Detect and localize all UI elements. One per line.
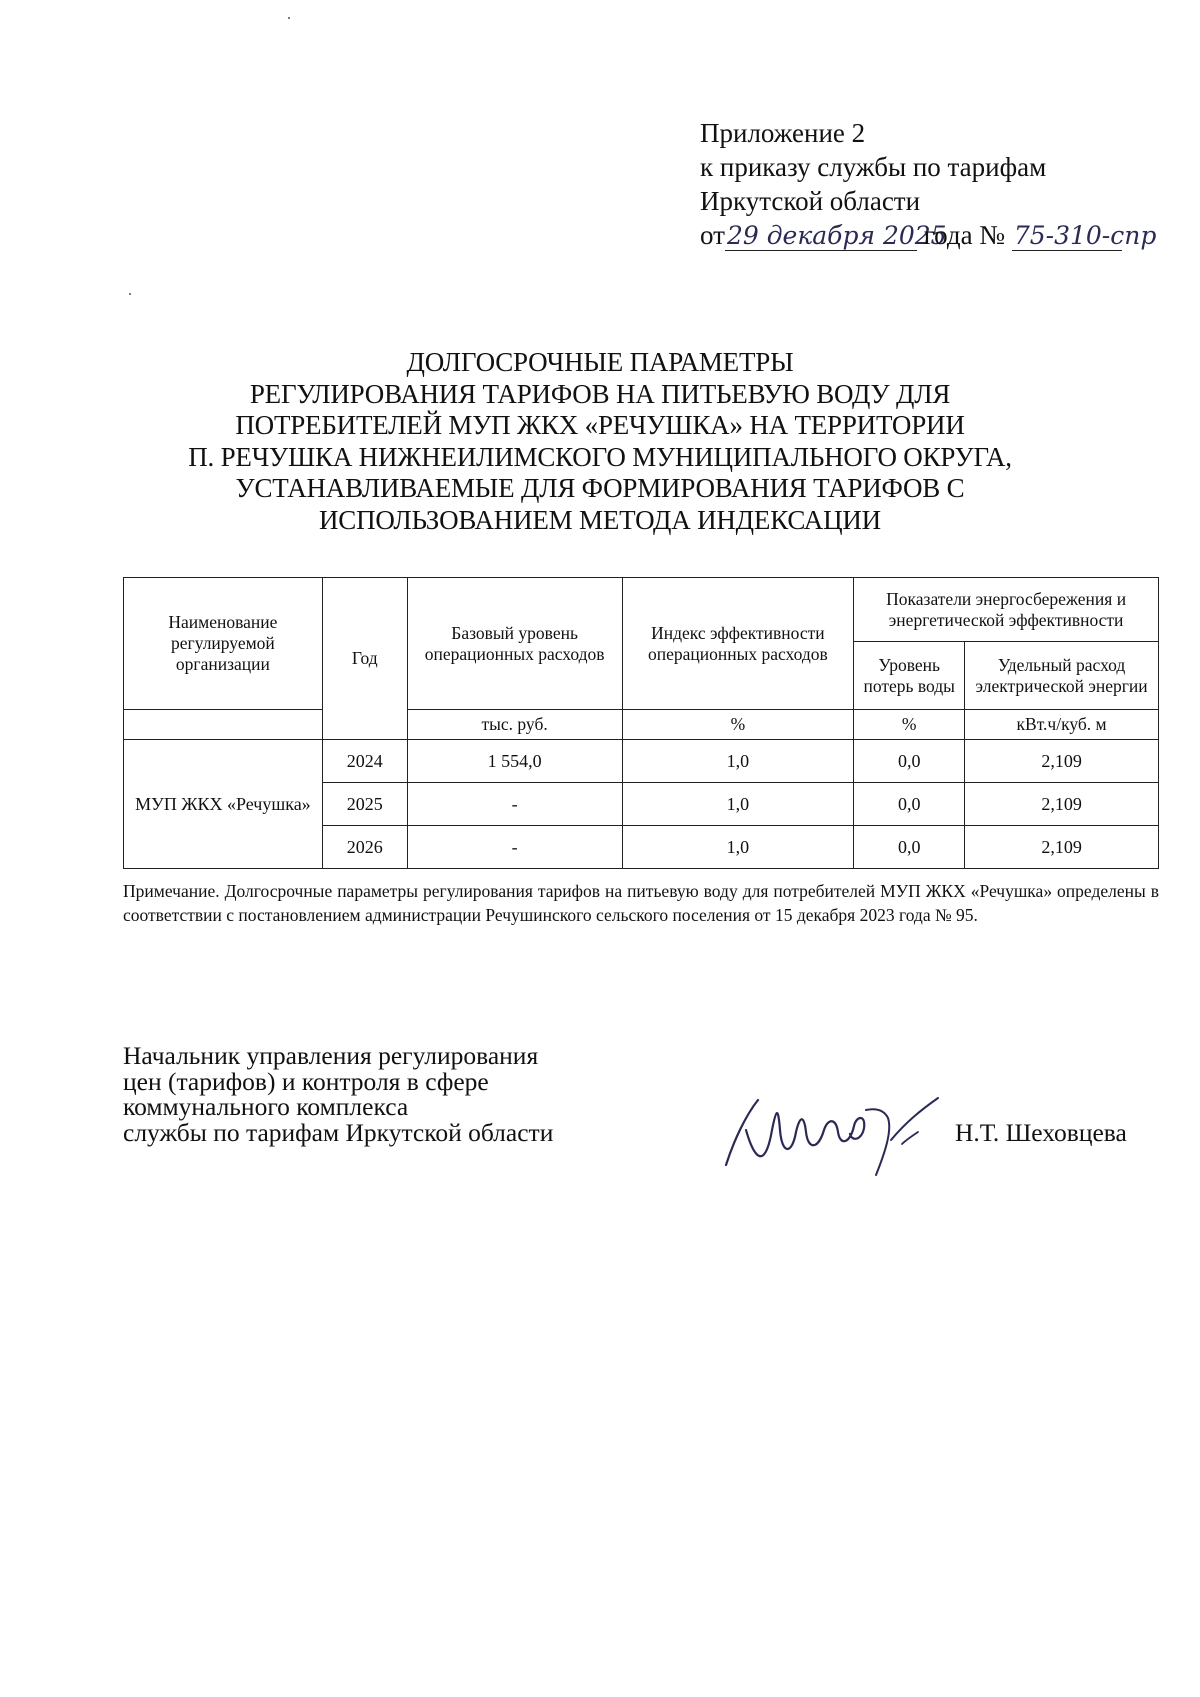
- handwritten-number: 75-310-спр: [1013, 221, 1157, 250]
- unit-specific: кВт.ч/куб. м: [965, 710, 1159, 740]
- position-line: цен (тарифов) и контроля в сфере: [123, 1066, 489, 1096]
- cell-losses: 0,0: [854, 826, 965, 869]
- cell-losses: 0,0: [854, 783, 965, 826]
- cell-index: 1,0: [622, 783, 854, 826]
- appendix-line: к приказу службы по тарифам: [700, 152, 1047, 182]
- header-losses: Уровень потерь воды: [854, 642, 965, 710]
- appendix-header: [700, 116, 1157, 252]
- cell-base: -: [407, 783, 622, 826]
- cell-specific: 2,109: [965, 826, 1159, 869]
- date-prefix: от: [700, 220, 725, 250]
- cell-index: 1,0: [622, 826, 854, 869]
- table-row: [124, 740, 1159, 783]
- header-year: Год: [322, 578, 407, 740]
- cell-year: 2026: [322, 826, 407, 869]
- appendix-date-line: [700, 218, 1157, 252]
- title-line: ИСПОЛЬЗОВАНИЕМ МЕТОДА ИНДЕКСАЦИИ: [319, 504, 881, 535]
- header-specific: Удельный расход электрической энергии: [965, 642, 1159, 710]
- unit-losses: %: [854, 710, 965, 740]
- cell-index: 1,0: [622, 740, 854, 783]
- unit-org-empty: [124, 710, 323, 740]
- appendix-line: Иркутской области: [700, 186, 921, 216]
- parameters-table: [123, 577, 1159, 869]
- organization-cell: МУП ЖКХ «Речушка»: [124, 740, 323, 869]
- cell-year: 2024: [322, 740, 407, 783]
- scan-speck: [129, 293, 131, 295]
- cell-base: -: [407, 826, 622, 869]
- position-line: службы по тарифам Иркутской области: [123, 1117, 554, 1147]
- handwritten-date: 29 декабря 2025: [726, 221, 947, 250]
- cell-year: 2025: [322, 783, 407, 826]
- note-paragraph: Примечание. Долгосрочные параметры регулирования тарифов на питьевую воду для потребителей МУП ЖКХ «Речушка» определены в соответствии с постановлением администрации Речушинского сельского поселения от 15 декабря 2023 года № 95.: [123, 881, 1159, 925]
- cell-specific: 2,109: [965, 740, 1159, 783]
- title-line: ПОТРЕБИТЕЛЕЙ МУП ЖКХ «РЕЧУШКА» НА ТЕРРИТОРИИ: [235, 410, 965, 440]
- title-line: РЕГУЛИРОВАНИЯ ТАРИФОВ НА ПИТЬЕВУЮ ВОДУ ДЛЯ: [249, 378, 951, 409]
- appendix-line: Приложение 2: [700, 118, 866, 148]
- cell-specific: 2,109: [965, 783, 1159, 826]
- cell-losses: 0,0: [854, 740, 965, 783]
- position-line: коммунального комплекса: [123, 1092, 409, 1121]
- header-base: Базовый уровень операционных расходов: [407, 578, 622, 710]
- title-line: П. РЕЧУШКА НИЖНЕИЛИМСКОГО МУНИЦИПАЛЬНОГО ОКРУГА,: [188, 441, 1012, 472]
- year-word: года №: [923, 220, 1006, 250]
- header-energy-group: Показатели энергосбережения и энергетической эффективности: [854, 578, 1159, 642]
- cell-base: 1 554,0: [407, 740, 622, 783]
- signatory-position: [123, 1043, 553, 1145]
- document-title: [140, 347, 1060, 536]
- header-index: Индекс эффективности операционных расходов: [622, 578, 854, 710]
- signer-name: Н.Т. Шеховцева: [955, 1118, 1127, 1147]
- position-line: Начальник управления регулирования: [123, 1041, 539, 1070]
- title-line: УСТАНАВЛИВАЕМЫЕ ДЛЯ ФОРМИРОВАНИЯ ТАРИФОВ С: [235, 473, 965, 503]
- scan-speck: [288, 17, 290, 19]
- unit-base: тыс. руб.: [407, 710, 622, 740]
- handwritten-signature: [716, 1070, 966, 1180]
- unit-index: %: [622, 710, 854, 740]
- header-org: Наименование регулируемой организации: [124, 578, 323, 710]
- title-line: ДОЛГОСРОЧНЫЕ ПАРАМЕТРЫ: [406, 347, 794, 377]
